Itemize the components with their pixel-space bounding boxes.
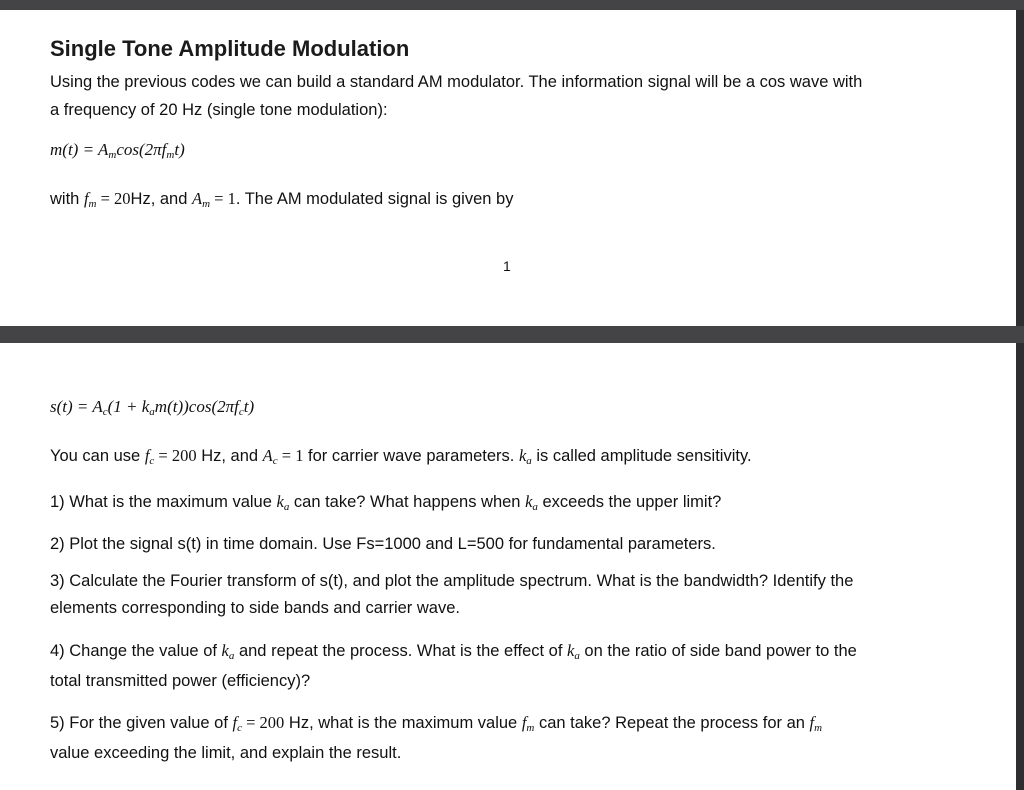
question-2: 2) Plot the signal s(t) in time domain. Use Fs=1000 and L=500 for fundamental parameters. (50, 535, 716, 553)
math-var: f (83, 189, 89, 208)
math-var: A (192, 189, 203, 208)
eq-text: m(t) = A (50, 140, 109, 159)
eq-subscript: m (166, 149, 175, 161)
equation-m-of-t (50, 140, 185, 160)
page-shadow (1016, 10, 1024, 326)
eq-subscript: c (238, 406, 244, 418)
eq-text: t) (174, 140, 185, 159)
section-title: Single Tone Amplitude Modulation (50, 36, 410, 61)
math-sub: m (202, 198, 211, 210)
text: Hz, and (130, 190, 192, 208)
page-1 (0, 10, 1016, 326)
math-sub: a (574, 650, 580, 662)
math-value: = 200 (242, 713, 285, 732)
intro-line-2: a frequency of 20 Hz (single tone modulation): (50, 101, 388, 119)
math-value: = 1 (210, 189, 236, 208)
text: for carrier wave parameters. (303, 447, 519, 465)
text: Hz, what is the maximum value (284, 714, 522, 732)
math-sub: a (526, 455, 532, 467)
text: Hz, and (196, 447, 263, 465)
carrier-parameters-line (50, 446, 752, 466)
math-value: = 200 (154, 446, 197, 465)
page-2 (0, 343, 1016, 790)
question-4-line-2: total transmitted power (efficiency)? (50, 672, 311, 690)
question-4-line-1 (50, 641, 857, 661)
text: is called amplitude sensitivity. (531, 447, 752, 465)
page-number: 1 (503, 258, 511, 274)
text: with (50, 190, 84, 208)
math-var: k (518, 446, 527, 465)
math-var: k (276, 492, 284, 511)
math-sub: m (88, 198, 97, 210)
math-var: f (144, 446, 150, 465)
math-var: k (221, 641, 229, 660)
eq-subscript: c (102, 406, 108, 418)
equation-s-of-t (50, 397, 254, 417)
eq-text: t) (243, 397, 255, 416)
eq-text: (1 + k (107, 397, 150, 416)
math-var: k (567, 641, 575, 660)
math-value: = 20 (96, 189, 131, 208)
math-sub: m (814, 722, 823, 734)
text: You can use (50, 447, 145, 465)
text: 4) Change the value of (50, 642, 222, 660)
text: on the ratio of side band power to the (579, 642, 857, 660)
eq-text: m(t))cos(2πf (154, 397, 239, 416)
math-sub: m (526, 722, 535, 734)
eq-text: s(t) = A (50, 397, 103, 416)
eq-subscript: m (108, 149, 117, 161)
intro-line-1: Using the previous codes we can build a standard AM modulator. The information signal will be a cos wave with (50, 73, 863, 91)
math-sub: a (283, 501, 290, 513)
eq-text: cos(2πf (116, 140, 167, 159)
question-5-line-2: value exceeding the limit, and explain the result. (50, 744, 402, 762)
math-sub: a (228, 650, 235, 662)
math-var: k (525, 492, 533, 511)
question-3-line-1: 3) Calculate the Fourier transform of s(t), and plot the amplitude spectrum. What is the bandwidth? Identify the (50, 572, 854, 590)
text: can take? Repeat the process for an (534, 714, 810, 732)
text: 1) What is the maximum value (50, 493, 277, 511)
text: 5) For the given value of (50, 714, 233, 732)
question-1 (50, 492, 721, 512)
math-var: A (262, 446, 273, 465)
question-3-line-2: elements corresponding to side bands and carrier wave. (50, 599, 460, 617)
text: . The AM modulated signal is given by (235, 190, 514, 208)
text: exceeds the upper limit? (537, 493, 722, 511)
math-value: = 1 (277, 446, 304, 465)
math-sub: c (149, 455, 155, 467)
math-var: f (809, 713, 815, 732)
text: can take? What happens when (289, 493, 526, 511)
eq-subscript: a (149, 406, 155, 418)
with-parameters-line (50, 189, 513, 209)
math-var: f (232, 713, 238, 732)
question-5-line-1 (50, 713, 822, 733)
math-var: f (521, 713, 527, 732)
page-shadow (1016, 343, 1024, 790)
math-sub: a (532, 501, 538, 513)
math-sub: c (237, 722, 242, 734)
math-sub: c (272, 455, 278, 467)
text: and repeat the process. What is the effect of (234, 642, 568, 660)
